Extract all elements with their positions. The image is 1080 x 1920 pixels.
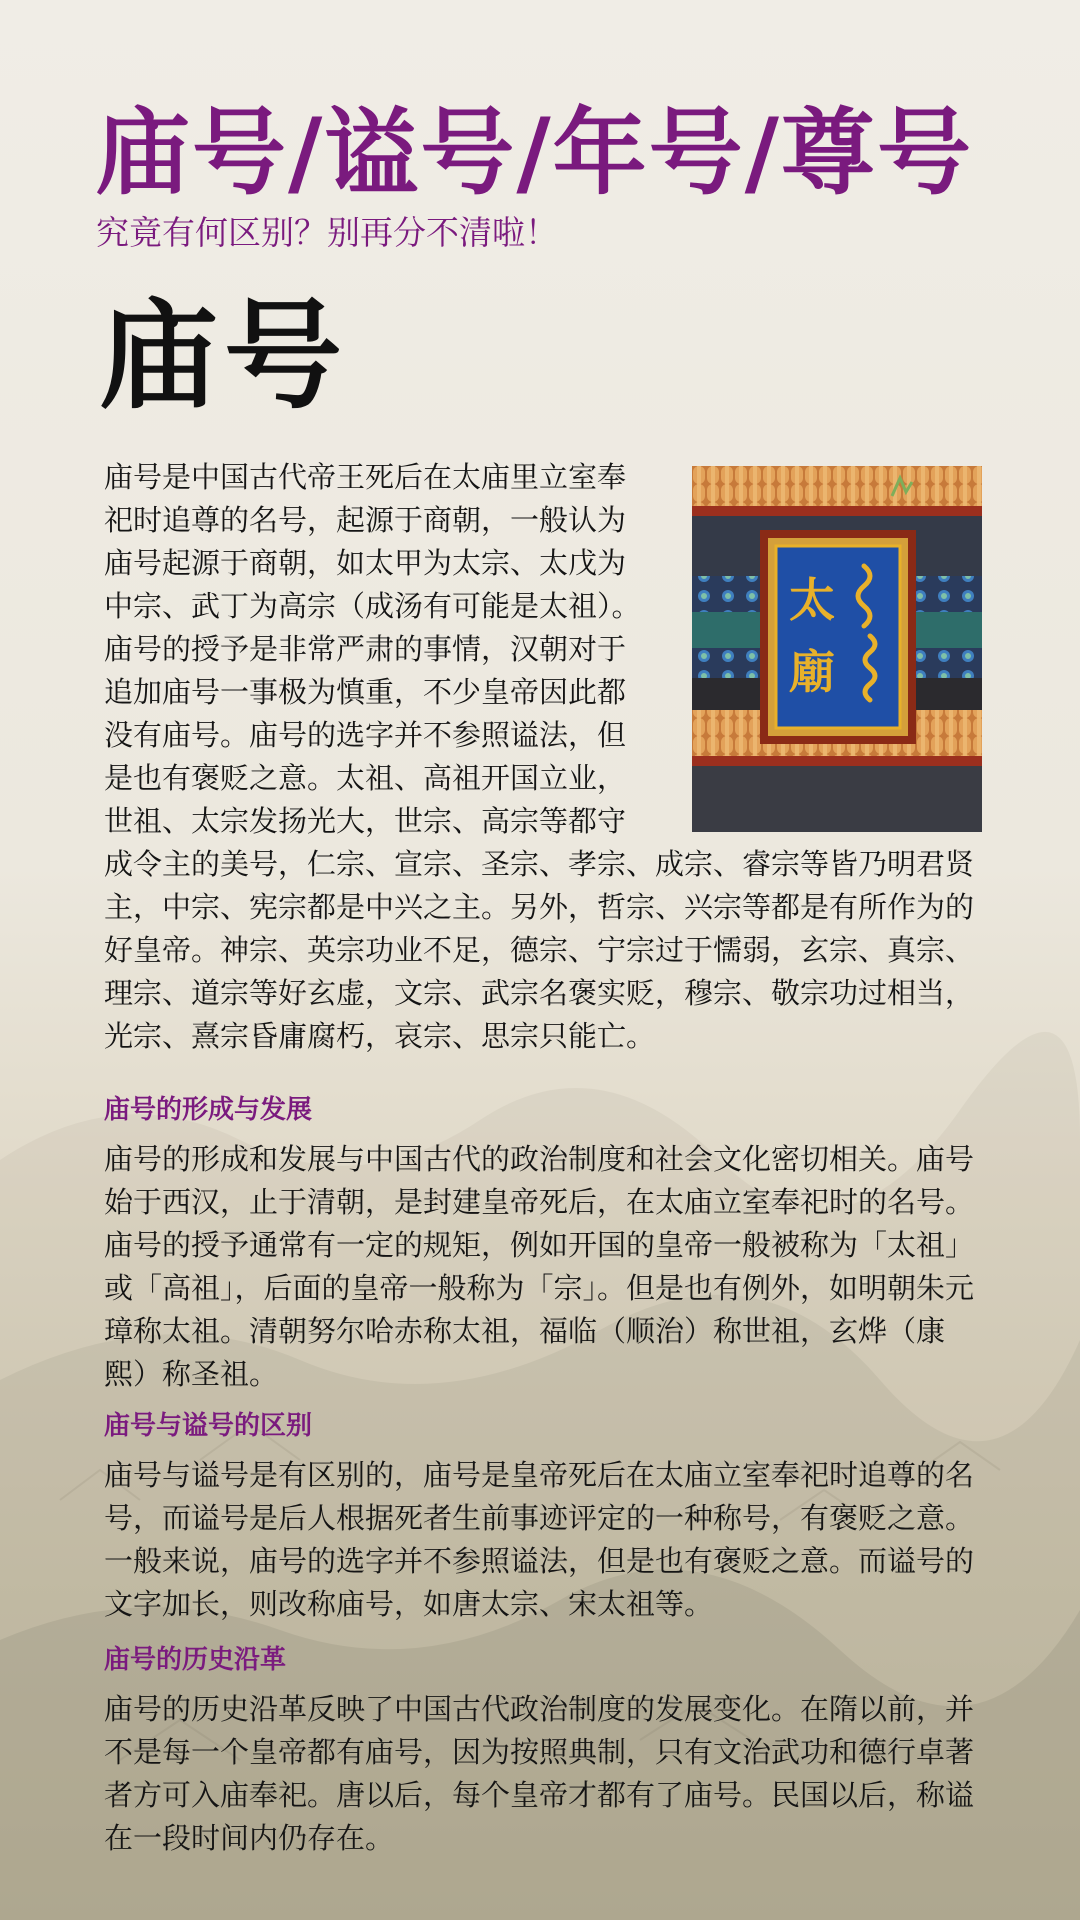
plaque-char-2: 廟 bbox=[789, 645, 835, 699]
subsection-text: 庙号与谥号是有区别的，庙号是皇帝死后在太庙立室奉祀时追尊的名号，而谥号是后人根据死者生前事迹评定的一种称号，有褒贬之意。一般来说，庙号的选字并不参照谥法，但是也有褒贬之意。而谥号的文字加长，则改称庙号，如唐太宗、宋太祖等。 bbox=[104, 1458, 975, 1621]
intro-paragraph: 庙号是中国古代帝王死后在太庙里立室奉祀时追尊的名号，起源于商朝，一般认为庙号起源于商朝，如太甲为太宗、太戊为中宗、武丁为高宗（成汤有可能是太祖）。庙号的授予是非常严肃的事情，汉朝对于追加庙号一事极为慎重，不少皇帝因此都没有庙号。庙号的选字并不参照谥法，但是也有褒贬之意。太祖、高祖开国立业，世祖、太宗发扬光大，世宗、高宗等都守成令主的美号，仁宗、宣宗、圣宗、孝宗、成宗、睿宗等皆乃明君贤主，中宗、宪宗都是中兴之主。另外，哲宗、兴宗等都是有所作为的好皇帝。神宗、英宗功业不足，德宗、宁宗过于懦弱，玄宗、真宗、理宗、道宗等好玄虚，文宗、武宗名褒实贬，穆宗、敬宗功过相当，光宗、熹宗昏庸腐朽，哀宗、思宗只能亡。 bbox=[104, 460, 975, 1053]
subsection-difference bbox=[104, 1408, 982, 1626]
subsection-heading: 庙号的形成与发展 bbox=[104, 1095, 313, 1125]
subsection-heading: 庙号的历史沿革 bbox=[104, 1645, 287, 1675]
subtitle: 究竟有何区别？别再分不清啦！ bbox=[96, 213, 558, 252]
main-title: 庙号/谥号/年号/尊号 bbox=[96, 99, 973, 208]
section-title: 庙号 bbox=[100, 287, 349, 425]
subsection-text: 庙号的形成和发展与中国古代的政治制度和社会文化密切相关。庙号始于西汉，止于清朝，是封建皇帝死后，在太庙立室奉祀时的名号。庙号的授予通常有一定的规矩，例如开国的皇帝一般被称为「太祖」或「高祖」，后面的皇帝一般称为「宗」。但是也有例外，如明朝朱元璋称太祖。清朝努尔哈赤称太祖，福临（顺治）称世祖，玄烨（康熙）称圣祖。 bbox=[104, 1142, 975, 1391]
temple-plaque-photo bbox=[692, 466, 982, 832]
subsection-text: 庙号的历史沿革反映了中国古代政治制度的发展变化。在隋以前，并不是每一个皇帝都有庙号，因为按照典制，只有文治武功和德行卓著者方可入庙奉祀。唐以后，每个皇帝才都有了庙号。民国以后，称谥在一段时间内仍存在。 bbox=[104, 1692, 975, 1855]
subsection-heading: 庙号与谥号的区别 bbox=[104, 1411, 313, 1441]
subsection-formation bbox=[104, 1092, 982, 1396]
intro-block bbox=[104, 456, 982, 1058]
subsection-history bbox=[104, 1642, 982, 1860]
plaque-char-1: 太 bbox=[789, 573, 835, 627]
